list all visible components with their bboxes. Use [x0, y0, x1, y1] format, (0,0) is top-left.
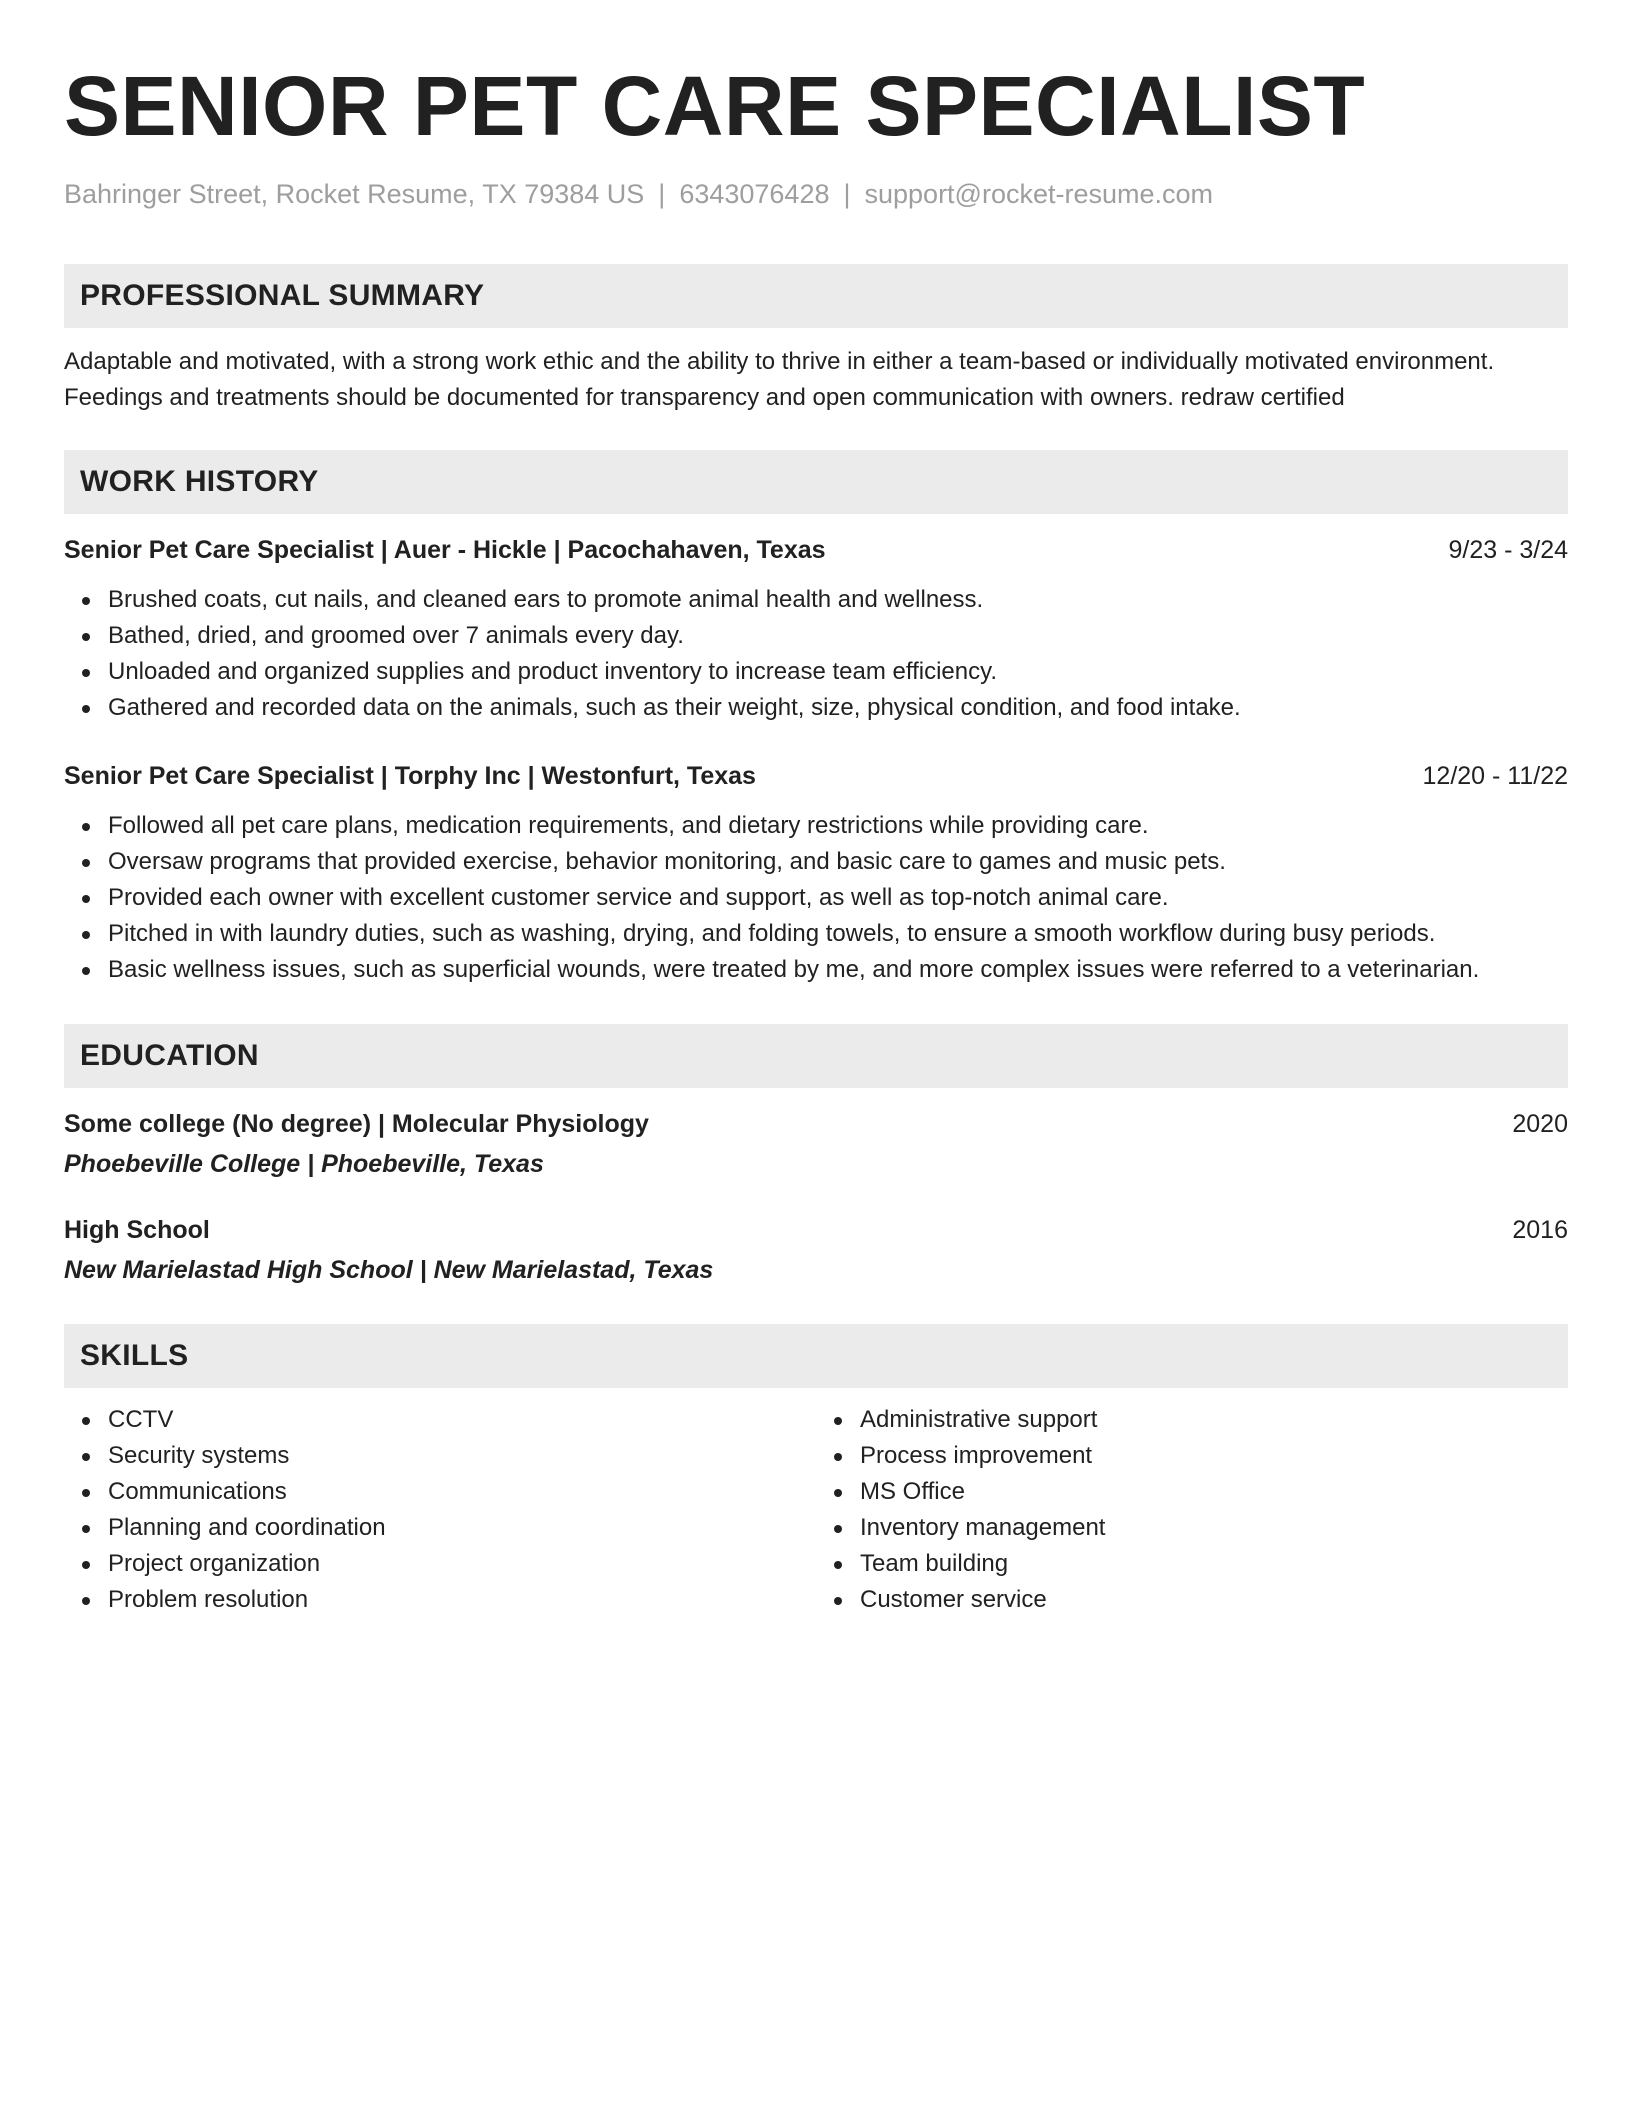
- education-degree: Some college (No degree) | Molecular Physiology: [64, 1110, 649, 1138]
- job-bullet: Bathed, dried, and groomed over 7 animals every day.: [108, 618, 1568, 654]
- job-bullet: Followed all pet care plans, medication requirements, and dietary restrictions while providing care.: [108, 808, 1568, 844]
- contact-separator: |: [658, 179, 666, 209]
- skill-item: CCTV: [108, 1402, 816, 1438]
- skill-item: Team building: [860, 1546, 1568, 1582]
- skill-item: Customer service: [860, 1582, 1568, 1618]
- job-bullet: Gathered and recorded data on the animals, such as their weight, size, physical condition, and food intake.: [108, 690, 1568, 726]
- job-bullet: Provided each owner with excellent customer service and support, as well as top-notch animal care.: [108, 880, 1568, 916]
- section-header-skills: SKILLS: [64, 1324, 1568, 1388]
- job-bullet: Basic wellness issues, such as superficial wounds, were treated by me, and more complex issues were referred to a veterinarian.: [108, 952, 1568, 988]
- job-title: Senior Pet Care Specialist | Torphy Inc | Westonfurt, Texas: [64, 762, 756, 790]
- job-bullets: [64, 582, 1568, 726]
- job-bullets: [64, 808, 1568, 988]
- section-header-summary: PROFESSIONAL SUMMARY: [64, 264, 1568, 328]
- skill-item: Planning and coordination: [108, 1510, 816, 1546]
- skill-item: MS Office: [860, 1474, 1568, 1510]
- skill-item: Administrative support: [860, 1402, 1568, 1438]
- skill-item: Communications: [108, 1474, 816, 1510]
- contact-email: support@rocket-resume.com: [864, 179, 1214, 209]
- job-bullet: Oversaw programs that provided exercise, behavior monitoring, and basic care to games and music pets.: [108, 844, 1568, 880]
- skill-item: Project organization: [108, 1546, 816, 1582]
- skill-item: Inventory management: [860, 1510, 1568, 1546]
- contact-line: [64, 176, 1568, 212]
- job-dates: 9/23 - 3/24: [1448, 536, 1568, 564]
- job-entry: [64, 532, 1568, 726]
- job-dates: 12/20 - 11/22: [1422, 762, 1568, 790]
- resume-title: SENIOR PET CARE SPECIALIST: [64, 59, 1366, 153]
- job-title: Senior Pet Care Specialist | Auer - Hickle | Pacochahaven, Texas: [64, 536, 826, 564]
- job-bullet: Unloaded and organized supplies and product inventory to increase team efficiency.: [108, 654, 1568, 690]
- education-entry: [64, 1212, 1568, 1288]
- contact-phone: 6343076428: [679, 179, 830, 209]
- education-school: New Marielastad High School | New Marielastad, Texas: [64, 1256, 714, 1284]
- job-bullet: Brushed coats, cut nails, and cleaned ears to promote animal health and wellness.: [108, 582, 1568, 618]
- skill-item: Problem resolution: [108, 1582, 816, 1618]
- contact-address: Bahringer Street, Rocket Resume, TX 79384 US: [64, 179, 645, 209]
- education-year: 2016: [1512, 1216, 1568, 1244]
- skills-columns: [64, 1402, 1568, 1618]
- job-entry: [64, 758, 1568, 988]
- skill-item: Security systems: [108, 1438, 816, 1474]
- skills-list-left: [64, 1402, 816, 1618]
- section-header-work-history: WORK HISTORY: [64, 450, 1568, 514]
- education-entry: [64, 1106, 1568, 1182]
- section-header-education: EDUCATION: [64, 1024, 1568, 1088]
- education-year: 2020: [1512, 1110, 1568, 1138]
- job-bullet: Pitched in with laundry duties, such as washing, drying, and folding towels, to ensure a smooth workflow during busy periods.: [108, 916, 1568, 952]
- education-degree: High School: [64, 1216, 210, 1244]
- skill-item: Process improvement: [860, 1438, 1568, 1474]
- skills-list-right: [816, 1402, 1568, 1618]
- summary-text: Adaptable and motivated, with a strong work ethic and the ability to thrive in either a team-based or individually motivated environment. Feedings and treatments should be documented for transparency and open communication with owners. redraw certified: [64, 348, 1495, 411]
- contact-separator: |: [843, 179, 851, 209]
- education-school: Phoebeville College | Phoebeville, Texas: [64, 1150, 544, 1178]
